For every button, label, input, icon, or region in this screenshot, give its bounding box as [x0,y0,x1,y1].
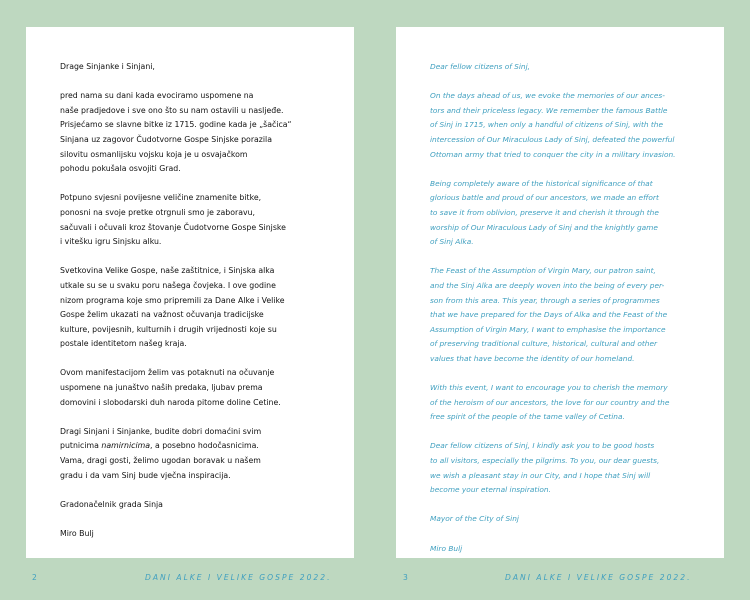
text-line: naše pradjedove i sve ono što su nam ostavili u nasljeđe. [60,105,284,115]
text-line: Ottoman army that tried to conquer the city in a military invasion. [430,149,676,159]
left-footer-title: DANI ALKE I VELIKE GOSPE 2022. [145,573,332,582]
text-line: The Feast of the Assumption of Virgin Mary, our patron saint, [430,266,656,276]
left-signature-title: Gradonačelnik grada Sinja [60,499,163,509]
text-fragment: , a posebno hodočasnicima. [150,441,259,451]
right-footer-title: DANI ALKE I VELIKE GOSPE 2022. [505,573,692,582]
left-paragraph-2 [60,191,334,249]
text-line: Gospe želim ukazati na važnost očuvanja tradicijske [60,310,264,320]
text-fragment: putnicima [60,441,102,451]
text-line: Prisjećamo se slavne bitke iz 1715. godine kada je „šačica“ [60,120,292,130]
right-page-number: 3 [403,573,408,582]
text-line: sačuvali i očuvali kroz štovanje Čudotvorne Gospe Sinjske [60,222,286,232]
right-paragraph-1 [430,89,710,162]
text-line: gradu i da vam Sinj bude vječna inspiracija. [60,470,231,480]
text-line: Svetkovina Velike Gospe, naše zaštitnice, i Sinjska alka [60,266,275,276]
left-paragraph-3 [60,264,334,352]
text-line: Being completely aware of the historical significance of that [430,178,653,188]
right-salutation: Dear fellow citizens of Sinj, [430,62,531,71]
text-line: On the days ahead of us, we evoke the memories of our ances- [430,91,665,101]
left-signature-name: Miro Bulj [60,529,94,538]
text-line: tors and their priceless legacy. We remember the famous Battle [430,105,668,115]
emphasis-word: namirnicima [101,441,150,451]
text-line: worship of Our Miraculous Lady of Sinj and the knightly game [430,222,658,232]
text-line: utkale su se u svaku poru našega čovjeka. I ove godine [60,280,276,290]
text-line: domovini i slobodarski duh naroda pitome doline Cetine. [60,397,281,407]
right-paragraph-5 [430,439,710,497]
text-line: of Sinj Alka. [430,237,474,247]
left-paragraph-5 [60,425,334,483]
text-line: of the heroism of our ancestors, the love for our country and the [430,397,670,407]
text-line: pohodu pokušala osvojiti Grad. [60,164,181,174]
left-footer [32,573,37,582]
text-line: to save it from oblivion, preserve it and cherish it through the [430,207,659,217]
left-page [26,27,354,558]
text-line: Ovom manifestacijom želim vas potaknuti na očuvanje [60,368,275,378]
left-page-number: 2 [32,573,37,582]
text-line: Vama, dragi gosti, želimo ugodan boravak u našem [60,456,261,466]
text-line: Dear fellow citizens of Sinj, I kindly ask you to be good hosts [430,441,655,451]
text-line: to all visitors, especially the pilgrims. To you, our dear guests, [430,456,660,466]
right-signature-title: Mayor of the City of Sinj [430,514,519,524]
text-line: of preserving traditional culture, historical, cultural and other [430,339,658,349]
text-line: pred nama su dani kada evociramo uspomene na [60,91,254,101]
text-line: kulture, povijesnih, kulturnih i drugih vrijednosti koje su [60,324,277,334]
text-line: With this event, I want to encourage you to cherish the memory [430,383,668,393]
left-salutation: Drage Sinjanke i Sinjani, [60,62,155,71]
text-line: i vitešku igru Sinjsku alku. [60,237,162,247]
right-paragraph-4 [430,381,710,425]
text-line [60,439,334,454]
right-footer [403,573,408,582]
right-paragraph-2 [430,177,710,250]
text-line: Sinjana uz zagovor Čudotvorne Gospe Sinjske porazila [60,134,273,144]
right-page [396,27,724,558]
text-line: uspomene na junaštvo naših predaka, ljubav prema [60,383,263,393]
text-line: postale identitetom našeg kraja. [60,339,187,349]
text-line: and the Sinj Alka are deeply woven into the being of every per- [430,280,665,290]
text-line: son from this area. This year, through a series of programmes [430,295,660,305]
english-letter [430,60,710,556]
right-signature-name: Miro Bulj [430,543,463,553]
text-line: that we have prepared for the Days of Alka and the Feast of the [430,310,668,320]
left-paragraph-1 [60,89,334,177]
text-line: we wish a pleasant stay in our City, and I hope that Sinj will [430,470,651,480]
text-line: Dragi Sinjani i Sinjanke, budite dobri domaćini svim [60,426,262,436]
text-line: Potpuno svjesni povijesne veličine znamenite bitke, [60,193,262,203]
left-paragraph-4 [60,366,334,410]
text-line: free spirit of the people of the tame valley of Cetina. [430,412,625,422]
text-line: nizom programa koje smo pripremili za Dane Alke i Velike [60,295,285,305]
text-line: ponosni na svoje pretke otrgnuli smo je zaboravu, [60,207,256,217]
text-line: glorious battle and proud of our ancestors, we made an effort [430,193,659,203]
text-line: silovitu osmanlijsku vojsku koja je u osvajačkom [60,149,248,159]
text-line: intercession of Our Miraculous Lady of Sinj, defeated the powerful [430,134,675,144]
croatian-letter [60,60,334,542]
text-line: of Sinj in 1715, when only a handful of citizens of Sinj, with the [430,120,664,130]
text-line: Assumption of Virgin Mary, I want to emphasise the importance [430,324,666,334]
text-line: become your eternal inspiration. [430,485,551,495]
right-paragraph-3 [430,264,710,366]
text-line: values that have become the identity of our homeland. [430,353,635,363]
